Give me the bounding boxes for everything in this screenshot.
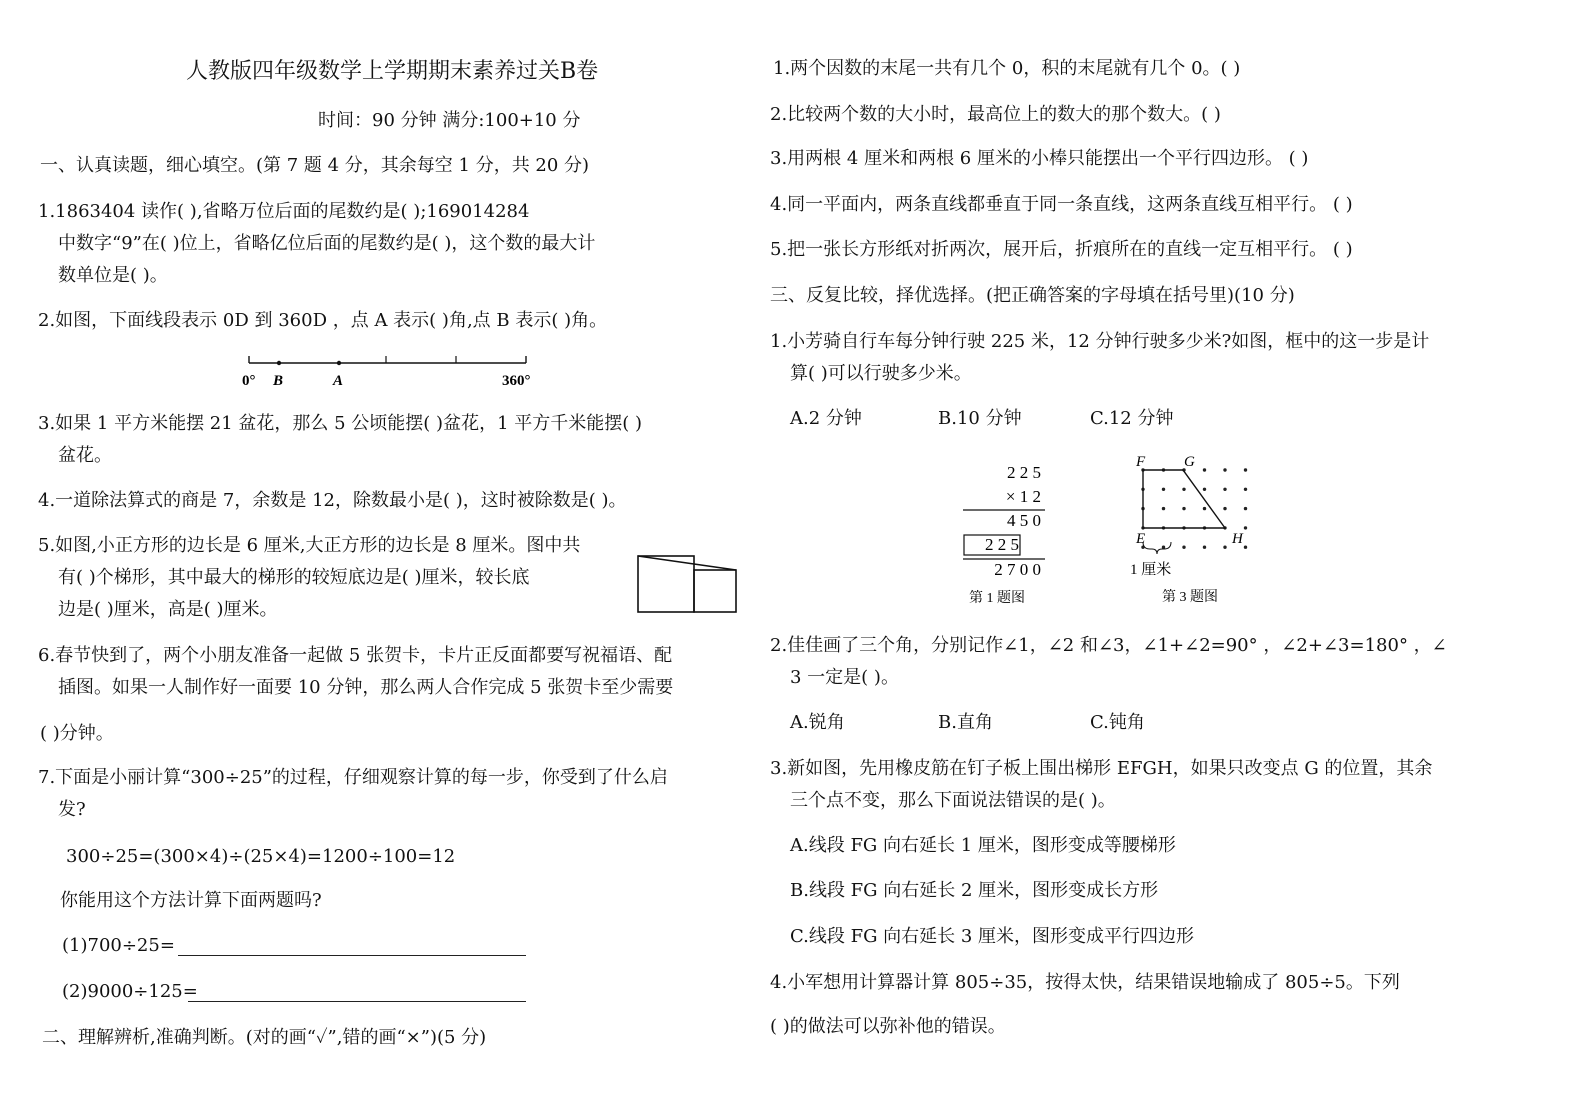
section2-heading: 二、理解辨析,准确判断。(对的画“✓”,错的画“×”)(5 分) [42,1027,487,1048]
label-360deg: 360° [502,373,531,389]
section1-heading: 一、认真读题，细心填空。(第 7 题 4 分，其余每空 1 分，共 20 分) [40,155,590,176]
q6-line3: ( )分钟。 [40,723,114,744]
unit-label: 1 厘米 [1130,562,1172,578]
choice-q2-option-a[interactable]: A.锐角 [790,712,845,733]
q1-line2: 中数字“9”在( )位上，省略亿位后面的尾数约是( )，这个数的最大计 [58,233,596,254]
choice-q1-line1: 1.小芳骑自行车每分钟行驶 225 米，12 分钟行驶多少米?如图，框中的这一步是计 [770,331,1430,352]
peg-dot [1244,526,1247,529]
peg-dot [1244,546,1247,549]
q1-line1: 1.1863404 读作( ),省略万位后面的尾数约是( );169014284 [38,201,530,222]
q5-line1: 5.如图,小正方形的边长是 6 厘米,大正方形的边长是 8 厘米。图中共 [38,535,581,556]
section3-heading: 三、反复比较，择优选择。(把正确答案的字母填在括号里)(10 分) [770,285,1295,306]
judge-item-1: 1.两个因数的末尾一共有几个 0，积的末尾就有几个 0。( ) [773,58,1241,79]
judge-item-4: 4.同一平面内，两条直线都垂直于同一条直线，这两条直线互相平行。 ( ) [770,194,1353,215]
judge-item-5: 5.把一张长方形纸对折两次，展开后，折痕所在的直线一定互相平行。 ( ) [770,239,1353,260]
choice-q2-option-c[interactable]: C.钝角 [1090,712,1145,733]
choice-q3-option-c[interactable]: C.线段 FG 向右延长 3 厘米，图形变成平行四边形 [790,926,1195,947]
q3-line2: 盆花。 [58,445,112,466]
squares-figure [632,548,742,618]
peg-dot [1203,546,1206,549]
number-line-figure [236,350,546,390]
peg-dot [1182,488,1185,491]
choice-q3-line2: 三个点不变，那么下面说法错误的是( )。 [790,790,1116,811]
peg-dot [1223,507,1226,510]
q2-text: 2.如图，下面线段表示 0D 到 360D ，点 A 表示( )角,点 B 表示( )角。 [38,310,608,331]
q1-line3: 数单位是( )。 [58,265,168,286]
peg-dot [1223,488,1226,491]
q7-part1-label: (1)700÷25= [62,935,175,956]
multiplication-figure [955,458,1065,610]
choice-q2-option-b[interactable]: B.直角 [938,712,993,733]
calc-row-5: 2 7 0 0 [994,560,1041,579]
q7-part1-answer-line[interactable] [178,955,526,956]
point-f-label: F [1136,454,1146,470]
choice-q1-option-c[interactable]: C.12 分钟 [1090,408,1174,429]
unit-brace [1143,542,1171,554]
q4-text: 4.一道除法算式的商是 7，余数是 12，除数最小是( )，这时被除数是( )。 [38,490,627,511]
grid-figure-caption: 第 3 题图 [1162,590,1218,605]
choice-q2-line1: 2.佳佳画了三个角，分别记作∠1，∠2 和∠3，∠1+∠2=90° ，∠2+∠3=180° ，∠ [770,635,1447,656]
q7-line2: 发? [58,799,86,820]
calc-row-4: 2 2 5 [985,535,1019,554]
choice-q4-line2: ( )的做法可以弥补他的错误。 [770,1016,1006,1037]
choice-q3-option-b[interactable]: B.线段 FG 向右延长 2 厘米，图形变成长方形 [790,880,1159,901]
q7-example-calc: 300÷25=(300×4)÷(25×4)=1200÷100=12 [66,846,456,867]
peg-dot [1244,488,1247,491]
peg-dot [1244,507,1247,510]
calc-row-1: 2 2 5 [1007,463,1041,482]
label-0deg: 0° [242,373,256,389]
peg-dot [1203,468,1206,471]
geoboard-figure [1122,450,1272,610]
point-g-label: G [1184,454,1195,470]
q7-part2-label: (2)9000÷125= [62,981,198,1002]
choice-q3-option-a[interactable]: A.线段 FG 向右延长 1 厘米，图形变成等腰梯形 [790,835,1176,856]
point-e-label: E [1136,531,1146,547]
q7-prompt: 你能用这个方法计算下面两题吗? [60,890,322,911]
choice-q1-line2: 算( )可以行驶多少米。 [790,363,972,384]
q7-line1: 7.下面是小丽计算“300÷25”的过程，仔细观察计算的每一步，你受到了什么启 [38,767,668,788]
choice-q1-option-a[interactable]: A.2 分钟 [790,408,862,429]
peg-dot [1162,507,1165,510]
peg-dot [1223,468,1226,471]
peg-dot [1203,507,1206,510]
page-title: 人教版四年级数学上学期期末素养过关B卷 [186,59,599,84]
choice-q1-option-b[interactable]: B.10 分钟 [938,408,1022,429]
point-h-label: H [1232,531,1243,547]
q5-line3: 边是( )厘米，高是( )厘米。 [58,599,278,620]
choice-q4-line1: 4.小军想用计算器计算 805÷35，按得太快，结果错误地输成了 805÷5。下列 [770,972,1400,993]
label-a: A [333,373,344,389]
peg-dot [1162,546,1165,549]
q6-line2: 插图。如果一人制作好一面要 10 分钟，那么两人合作完成 5 张贺卡至少需要 [58,677,674,698]
exam-info: 时间：90 分钟 满分:100+10 分 [318,110,581,131]
judge-item-3: 3.用两根 4 厘米和两根 6 厘米的小棒只能摆出一个平行四边形。 ( ) [770,148,1309,169]
calc-row-2: × 1 2 [1005,487,1041,506]
judge-item-2: 2.比较两个数的大小时，最高位上的数大的那个数大。( ) [770,104,1221,125]
q3-line1: 3.如果 1 平方米能摆 21 盆花，那么 5 公顷能摆( )盆花，1 平方千米能摆( ) [38,413,643,434]
calc-row-3: 4 5 0 [1007,511,1041,530]
q6-line1: 6.春节快到了，两个小朋友准备一起做 5 张贺卡，卡片正反面都要写祝福语、配 [38,645,673,666]
calc-figure-caption: 第 1 题图 [969,591,1025,606]
choice-q3-line1: 3.新如图，先用橡皮筋在钉子板上围出梯形 EFGH，如果只改变点 G 的位置，其余 [770,758,1433,779]
q5-line2: 有( )个梯形，其中最大的梯形的较短底边是( )厘米，较长底 [58,567,530,588]
peg-dot [1223,546,1226,549]
peg-dot [1203,488,1206,491]
peg-dot [1182,507,1185,510]
q7-part2-answer-line[interactable] [188,1001,526,1002]
trapezoid-efgh [1143,470,1225,528]
peg-dot [1162,488,1165,491]
label-b: B [273,373,284,389]
peg-dot [1182,546,1185,549]
peg-dot [1244,468,1247,471]
choice-q2-line2: 3 一定是( )。 [790,667,899,688]
